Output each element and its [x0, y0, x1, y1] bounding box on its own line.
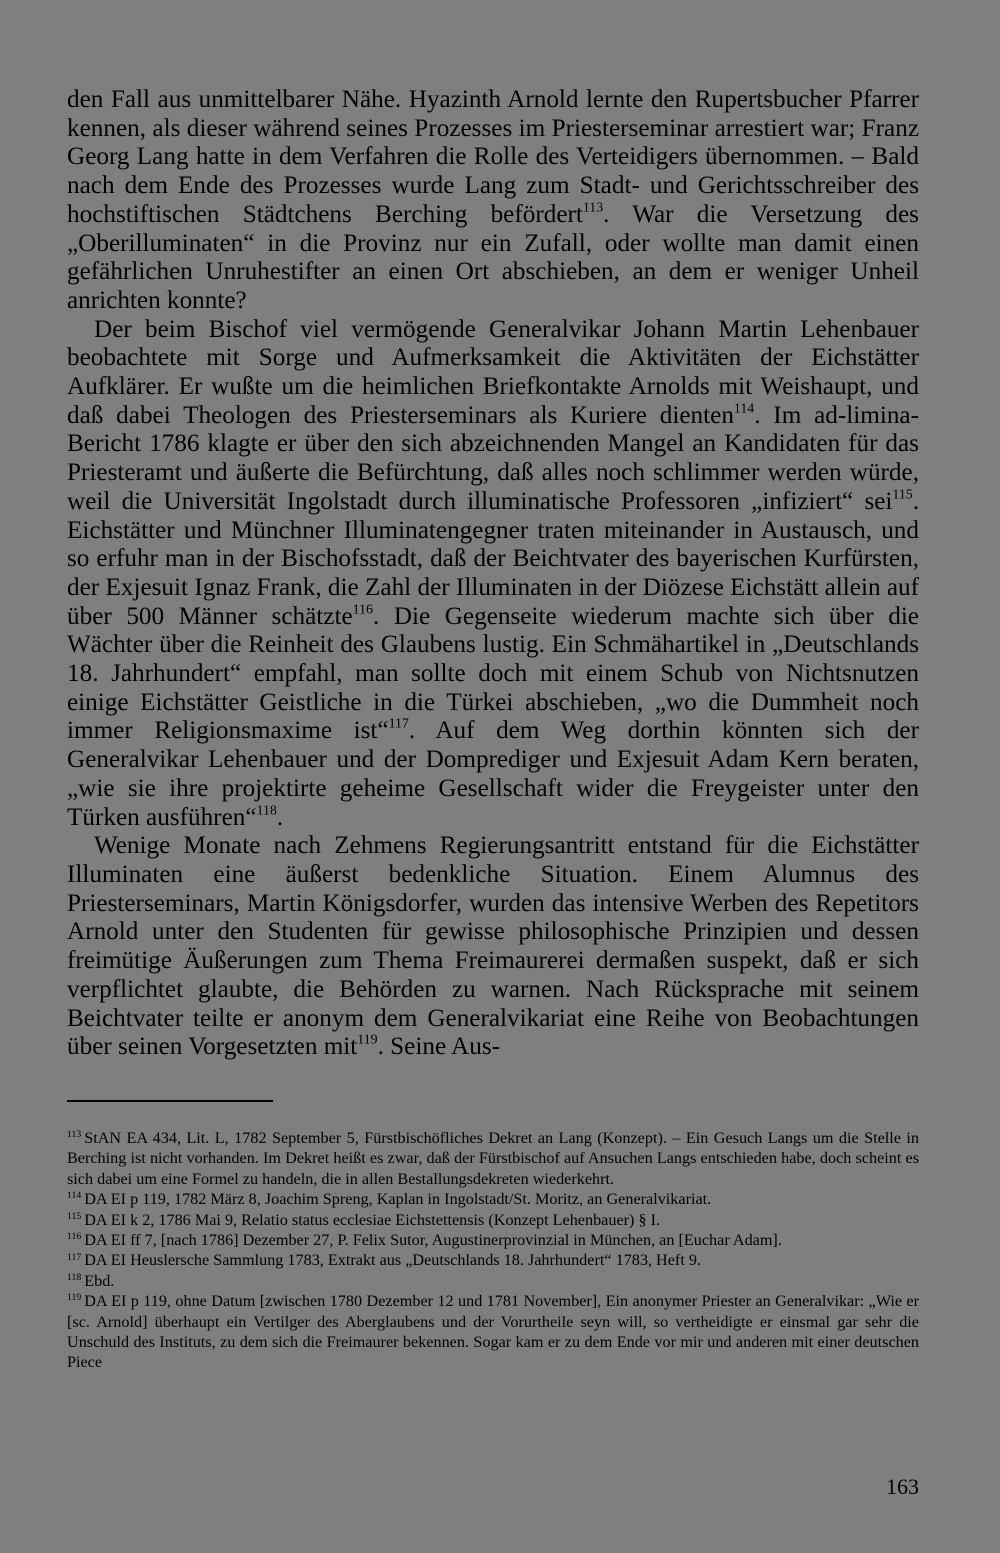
- paragraph-text: . Seine Aus-: [377, 1033, 501, 1061]
- footnote-117: [67, 1250, 919, 1270]
- footnote-separator: [67, 1100, 273, 1102]
- footnote-number: 118: [67, 1272, 82, 1284]
- paragraph-text: . War die Versetzung des „Oberilluminaten“ in die Provinz nur ein Zufall, oder wollte man damit einen gefährlichen Unruhestifter an einen Ort abschieben, an dem er weniger Unheil anrichten konnte?: [67, 200, 919, 314]
- footnote-116: [67, 1230, 919, 1250]
- footnote-number: 113: [67, 1129, 82, 1141]
- footnote-text: DA EI ff 7, [nach 1786] Dezember 27, P. Felix Sutor, Augustinerprovinzial in München, an [Euchar Adam].: [84, 1231, 782, 1250]
- paragraph-text: Wenige Monate nach Zehmens Regierungsantritt entstand für die Eichstätter Illuminaten eine äußerst bedenkliche Situation. Einem Alumnus des Priesterseminars, Martin Königsdorfer, wurden das intensive Werben des Repetitors Arnold unter den Studenten für gewisse philosophische Prinzipien und dessen freimütige Äußerungen zum Thema Freimaurerei dermaßen suspekt, daß er sich verpflichtet glaubte, die Behörden zu warnen. Nach Rücksprache mit seinem Beichtvater teilte er anonym dem Generalvikariat eine Reihe von Beobachtungen über seinen Vorgesetzten mit: [67, 832, 919, 1061]
- footnote-114: [67, 1189, 919, 1209]
- footnote-ref[interactable]: 117: [388, 716, 409, 732]
- footnote-number: 116: [67, 1231, 82, 1243]
- paragraph-3: [67, 832, 919, 1062]
- footnote-ref[interactable]: 119: [357, 1031, 378, 1047]
- footnote-ref[interactable]: 118: [256, 802, 277, 818]
- footnote-number: 117: [67, 1251, 82, 1263]
- paragraph-text: .: [276, 803, 284, 831]
- footnote-ref[interactable]: 116: [352, 601, 373, 617]
- footnote-115: [67, 1210, 919, 1230]
- paragraph-2: [67, 316, 919, 833]
- paragraph-1: [67, 86, 919, 316]
- paragraph-text: . Auf dem Weg dorthin könnten sich der Generalvikar Lehenbauer und der Domprediger und Exjesuit Adam Kern beraten, „wie sie ihre projektirte geheime Gesellschaft wider die Freygeister unter den Türken ausführen“: [67, 717, 919, 831]
- footnote-text: DA EI k 2, 1786 Mai 9, Relatio status ecclesiae Eichstettensis (Konzept Lehenbauer) § I.: [84, 1210, 661, 1229]
- paragraph-text: . Die Gegenseite wiederum machte sich über die Wächter über die Reinheit des Glaubens lustig. Ein Schmähartikel in „Deutschlands 18. Jahrhundert“ empfahl, man sollte doch mit einem Schub von Nichtsnutzen einige Eichstätter Geistliche in die Türkei abschieben, „wo die Dummheit noch immer Religionsmaxime ist“: [67, 602, 919, 745]
- paragraph-text: den Fall aus unmittelbarer Nähe. Hyazinth Arnold lernte den Rupertsbucher Pfarrer kennen, als dieser während seines Prozesses im Priesterseminar arrestiert war; Franz Georg Lang hatte in dem Verfahren die Rolle des Verteidigers übernommen. – Bald nach dem Ende des Prozesses wurde Lang zum Stadt- und Gerichtsschreiber des hochstiftischen Städtchens Berching befördert: [67, 86, 919, 228]
- footnotes: [67, 1128, 919, 1373]
- footnote-118: [67, 1271, 919, 1291]
- footnote-text: StAN EA 434, Lit. L, 1782 September 5, Fürstbischöfliches Dekret an Lang (Konzept). – Ein Gesuch Langs um die Stelle in Berching ist nicht vorhanden. Im Dekret heißt es zwar, daß der Fürstbischof auf Ansuchen Langs entschieden habe, doch scheint es sich dabei um eine Formel zu handeln, die in allen Bestallungsdekreten wiederkehrt.: [67, 1129, 919, 1188]
- main-text: [67, 86, 919, 1062]
- footnote-ref[interactable]: 113: [582, 199, 604, 215]
- footnote-ref[interactable]: 115: [892, 486, 913, 502]
- footnote-ref[interactable]: 114: [733, 400, 755, 416]
- footnote-119: [67, 1291, 919, 1373]
- footnote-number: 119: [67, 1292, 82, 1304]
- footnote-number: 114: [67, 1190, 82, 1202]
- paragraph-text: . Im ad-limina-Bericht 1786 klagte er über den sich abzeichnenden Mangel an Kandidaten für das Priesteramt und äußerte die Befürchtung, daß alles noch schlimmer werden würde, weil die Universität Ingolstadt durch illuminatische Professoren „infiziert“ sei: [67, 401, 920, 515]
- footnote-text: DA EI p 119, 1782 März 8, Joachim Spreng, Kaplan in Ingolstadt/St. Moritz, an Generalvikariat.: [84, 1190, 712, 1209]
- footnote-number: 115: [67, 1210, 82, 1222]
- footnote-text: Ebd.: [84, 1271, 115, 1290]
- paragraph-text: . Eichstätter und Münchner Illuminatengegner traten miteinander in Austausch, und so erfuhr man in der Bischofsstadt, daß der Beichtvater des bayerischen Kurfürsten, der Exjesuit Ignaz Frank, die Zahl der Illuminaten in der Diözese Eichstätt allein auf über 500 Männer schätzte: [67, 487, 919, 630]
- footnote-text: DA EI Heuslersche Sammlung 1783, Extrakt aus „Deutschlands 18. Jahrhundert“ 1783, Heft 9.: [84, 1251, 702, 1270]
- paragraph-text: Der beim Bischof viel vermögende Generalvikar Johann Martin Lehenbauer beobachtete mit Sorge und Aufmerksamkeit die Aktivitäten der Eichstätter Aufklärer. Er wußte um die heimlichen Briefkontakte Arnolds mit Weishaupt, und daß dabei Theologen des Priesterseminars als Kuriere dienten: [67, 315, 919, 429]
- footnote-113: [67, 1128, 919, 1189]
- footnote-text: DA EI p 119, ohne Datum [zwischen 1780 Dezember 12 und 1781 November], Ein anonymer Priester an Generalvikar: „Wie er [sc. Arnold] überhaupt ein Vertilger des Aberglaubens und der Vorurtheile seyn will, so vertheidigte er einsmal gar sehr die Unschuld des Instituts, zu dem sich die Freimaurer bekennen. Sogar kam er zu dem Ende vor mir und anderen mit einer deutschen Piece: [67, 1292, 919, 1372]
- page-number: 163: [886, 1474, 919, 1499]
